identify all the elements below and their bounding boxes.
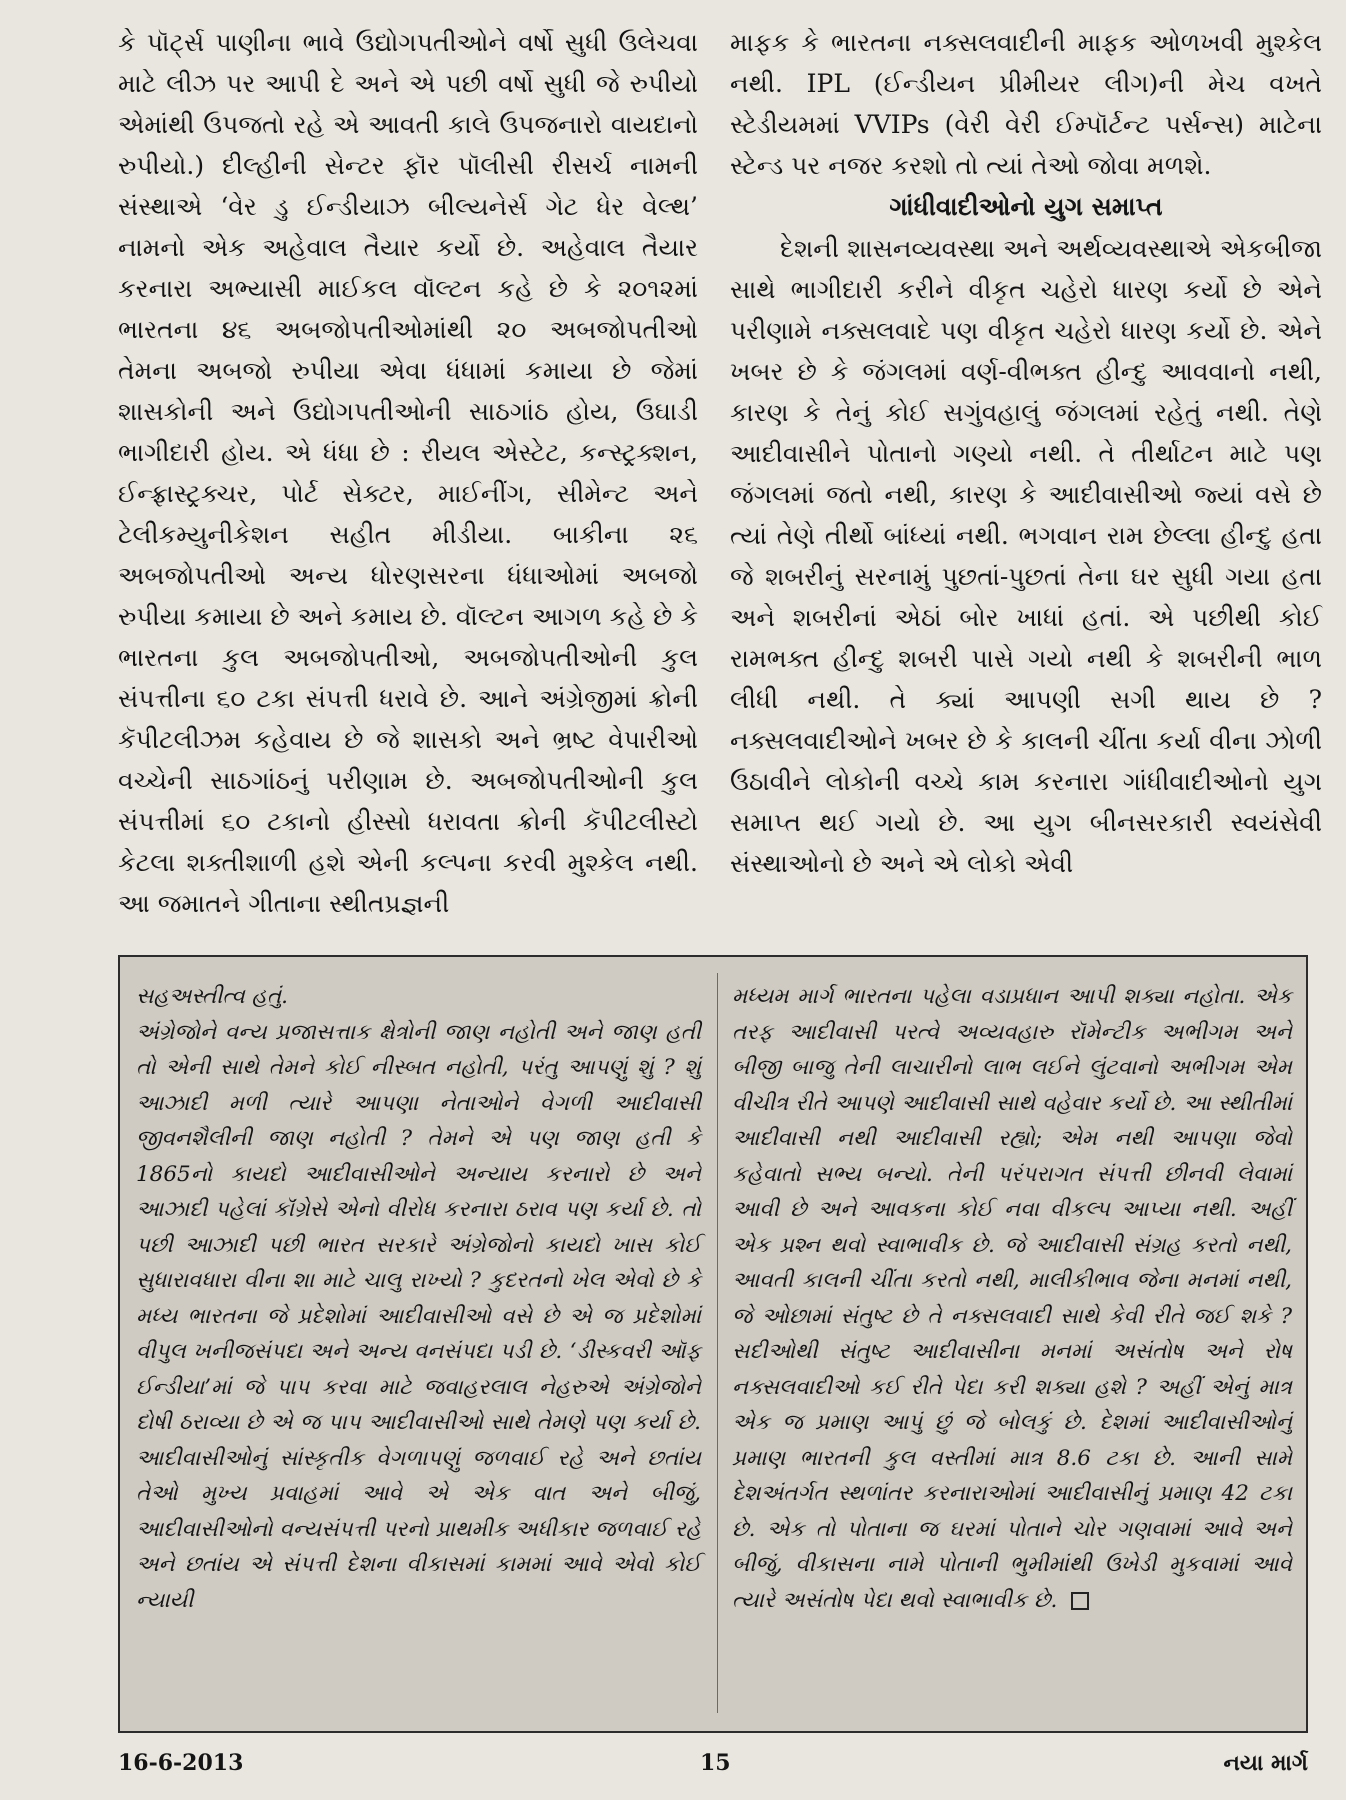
box-right-column bbox=[732, 979, 1292, 1618]
right-column-body: દેશની શાસનવ્યવસ્થા અને અર્થવ્યવસ્થાએ એકબીજા સાથે ભાગીદારી કરીને વીકૃત ચહેરો ધારણ કર્યો છે એને પરીણામે નક્સલવાદે પણ વીકૃત ચહેરો ધારણ કર્યો છે. એને ખબર છે કે જંગલમાં વર્ણ-વીભક્ત હીન્દુ આવવાનો નથી, કારણ કે તેનું કોઈ સગુંવહાલું જંગલમાં રહેતું નથી. તેણે આદીવાસીને પોતાનો ગણ્યો નથી. તે તીર્થાટન માટે પણ જંગલમાં જતો નથી, કારણ કે આદીવાસીઓ જ્યાં વસે છે ત્યાં તેણે તીર્થો બાંધ્યાં નથી. ભગવાન રામ છેલ્લા હીન્દુ હતા જે શબરીનું સરનામું પુછતાં-પુછતાં તેના ઘર સુધી ગયા હતા અને શબરીનાં એઠાં બોર ખાધાં હતાં. એ પછીથી કોઈ રામભક્ત હીન્દુ શબરી પાસે ગયો નથી કે શબરીની ભાળ લીધી નથી. તે ક્યાં આપણી સગી થાય છે ? નક્સલવાદીઓને ખબર છે કે કાલની ચીંતા કર્યા વીના ઝોળી ઉઠાવીને લોકોની વચ્ચે કામ કરનારા ગાંધીવાદીઓનો યુગ સમાપ્ત થઈ ગયો છે. આ યુગ બીનસરકારી સ્વયંસેવી સંસ્થાઓનો છે અને એ લોકો એવી bbox=[730, 234, 1322, 878]
left-column-text: કે પૉર્ટ્સ પાણીના ભાવે ઉદ્યોગપતીઓને વર્ષો સુધી ઉલેચવા માટે લીઝ પર આપી દે અને એ પછી વર્ષો સુધી જે રુપીયો એમાંથી ઉપજતો રહે એ આવતી કાલે ઉપજનારો વાયદાનો રુપીયો.) દીલ્હીની સેન્ટર ફૉર પૉલીસી રીસર્ચ નામની સંસ્થાએ ‘વેર ડુ ઈન્ડીયાઝ બીલ્યનેર્સ ગેટ ધેર વેલ્થ’ નામનો એક અહેવાલ તૈયાર કર્યો છે. અહેવાલ તૈયાર કરનારા અભ્યાસી માઈકલ વૉલ્ટન કહે છે કે ૨૦૧૨માં ભારતના ૪૬ અબજોપતીઓમાંથી ૨૦ અબજોપતીઓ તેમના અબજો રુપીયા એવા ધંધામાં કમાયા છે જેમાં શાસકોની અને ઉદ્યોગપતીઓની સાઠગાંઠ હોય, ઉઘાડી ભાગીદારી હોય. એ ધંધા છે : રીયલ એસ્ટેટ, કન્સ્ટ્રક્શન, ઈન્ફ્રાસ્ટ્રક્ચર, પોર્ટ સેક્ટર, માઈનીંગ, સીમેન્ટ અને ટેલીકમ્યુનીકેશન સહીત મીડીયા. બાકીના ૨૬ અબજોપતીઓ અન્ય ધોરણસરના ધંધાઓમાં અબજો રુપીયા કમાયા છે અને કમાય છે. વૉલ્ટન આગળ કહે છે કે ભારતના કુલ અબજોપતીઓ, અબજોપતીઓની કુલ સંપત્તીના ૬૦ ટકા સંપત્તી ધરાવે છે. આને અંગ્રેજીમાં ક્રોની કૅપીટલીઝમ કહેવાય છે જે શાસકો અને ભ્રષ્ટ વેપારીઓ વચ્ચેની સાઠગાંઠનું પરીણામ છે. અબજોપતીઓની કુલ સંપત્તીમાં ૬૦ ટકાનો હીસ્સો ધરાવતા ક્રોની કૅપીટલીસ્ટો કેટલા શક્તીશાળી હશે એની કલ્પના કરવી મુશ્કેલ નથી. આ જમાતને ગીતાના સ્થીતપ્રજ્ઞની bbox=[118, 28, 698, 918]
page-number: 15 bbox=[700, 1750, 731, 1776]
page-footer bbox=[118, 1750, 1308, 1784]
box-right-body: મધ્યમ માર્ગ ભારતના પહેલા વડાપ્રધાન આપી શક્યા નહોતા. એક તરફ આદીવાસી પરત્વે અવ્યવહારુ રૉમેન્ટીક અભીગમ અને બીજી બાજુ તેની લાચારીનો લાભ લઈને લુંટવાનો અભીગમ એમ વીચીત્ર રીતે આપણે આદીવાસી સાથે વહેવાર કર્યો છે. આ સ્થીતીમાં આદીવાસી નથી આદીવાસી રહ્યો; એમ નથી આપણા જેવો કહેવાતો સભ્ય બન્યો. તેની પરંપરાગત સંપત્તી છીનવી લેવામાં આવી છે અને આવકના કોઈ નવા વીકલ્પ આપ્યા નથી. અહીં એક પ્રશ્ન થવો સ્વાભાવીક છે. જે આદીવાસી સંગ્રહ કરતો નથી, આવતી કાલની ચીંતા કરતો નથી, માલીકીભાવ જેના મનમાં નથી, જે ઓછામાં સંતુષ્ટ છે તે નક્સલવાદી સાથે કેવી રીતે જઈ શકે ? સદીઓથી સંતુષ્ટ આદીવાસીના મનમાં અસંતોષ અને રોષ નક્સલવાદીઓ કઈ રીતે પેદા કરી શક્યા હશે ? અહીં એનું માત્ર એક જ પ્રમાણ આપું છું જે બોલકું છે. દેશમાં આદીવાસીઓનું પ્રમાણ ભારતની કુલ વસ્તીમાં માત્ર 8.6 ટકા છે. આની સામે દેશઅંતર્ગત સ્થળાંતર કરનારાઓમાં આદીવાસીનું પ્રમાણ 42 ટકા છે. એક તો પોતાના જ ઘરમાં પોતાને ચોર ગણવામાં આવે અને બીજું, વીકાસના નામે પોતાની ભુમીમાંથી ઉખેડી મુકવામાં આવે ત્યારે અસંતોષ પેદા થવો સ્વાભાવીક છે. bbox=[732, 984, 1292, 1613]
box-column-divider bbox=[717, 973, 718, 1713]
box-right-body-wrap bbox=[732, 979, 1292, 1618]
box-left-body: અંગ્રેજોને વન્ય પ્રજાસત્તાક ક્ષેત્રોની જાણ નહોતી અને જાણ હતી તો એની સાથે તેમને કોઈ નીસ્બત નહોતી, પરંતુ આપણું શું ? શું આઝાદી મળી ત્યારે આપણા નેતાઓને વેગળી આદીવાસી જીવનશૈલીની જાણ નહોતી ? તેમને એ પણ જાણ હતી કે 1865નો કાયદો આદીવાસીઓને અન્યાય કરનારો છે અને આઝાદી પહેલાં કૉંગ્રેસે એનો વીરોધ કરનારા ઠરાવ પણ કર્યા છે. તો પછી આઝાદી પછી ભારત સરકારે અંગ્રેજોનો કાયદો ખાસ કોઈ સુધારાવધારા વીના શા માટે ચાલુ રાખ્યો ? કુદરતનો ખેલ એવો છે કે મધ્ય ભારતના જે પ્રદેશોમાં આદીવાસીઓ વસે છે એ જ પ્રદેશોમાં વીપુલ ખનીજસંપદા અને અન્ય વનસંપદા પડી છે. ‘ડીસ્કવરી ઑફ ઈન્ડીયા’માં જે પાપ કરવા માટે જવાહરલાલ નેહરુએ અંગ્રેજોને દોષી ઠરાવ્યા છે એ જ પાપ આદીવાસીઓ સાથે તેમણે પણ કર્યા છે. આદીવાસીઓનું સાંસ્કૃતીક વેગળાપણું જળવાઈ રહે અને છતાંય તેઓ મુખ્ય પ્રવાહમાં આવે એ એક વાત અને બીજું, આદીવાસીઓનો વન્યસંપત્તી પરનો પ્રાથમીક અધીકાર જળવાઈ રહે અને છતાંય એ સંપત્તી દેશના વીકાસમાં કામમાં આવે એવો કોઈ ન્યાયી bbox=[136, 1019, 701, 1613]
box-left-column bbox=[136, 979, 701, 1618]
left-article-column bbox=[118, 22, 698, 924]
box-left-first-line: સહઅસ્તીત્વ હતું. bbox=[136, 984, 289, 1009]
right-article-column bbox=[730, 22, 1322, 884]
end-mark-icon bbox=[1071, 1592, 1089, 1610]
section-subheading: ગાંધીવાદીઓનો યુગ સમાપ્ત bbox=[889, 192, 1163, 221]
right-column-intro: માફક કે ભારતના નક્સલવાદીની માફક ઓળખવી મુશ્કેલ નથી. IPL (ઈન્ડીયન પ્રીમીયર લીગ)ની મેચ વખતે સ્ટેડીયમમાં VVIPs (વેરી વેરી ઈમ્પૉર્ટન્ટ પર્સન્સ) માટેના સ્ટેન્ડ પર નજર કરશો તો ત્યાં તેઓ જોવા મળશે. bbox=[730, 28, 1322, 180]
magazine-name: નયા માર્ગ bbox=[1223, 1750, 1308, 1776]
footer-date: 16-6-2013 bbox=[118, 1750, 244, 1776]
boxed-excerpt bbox=[118, 955, 1308, 1733]
